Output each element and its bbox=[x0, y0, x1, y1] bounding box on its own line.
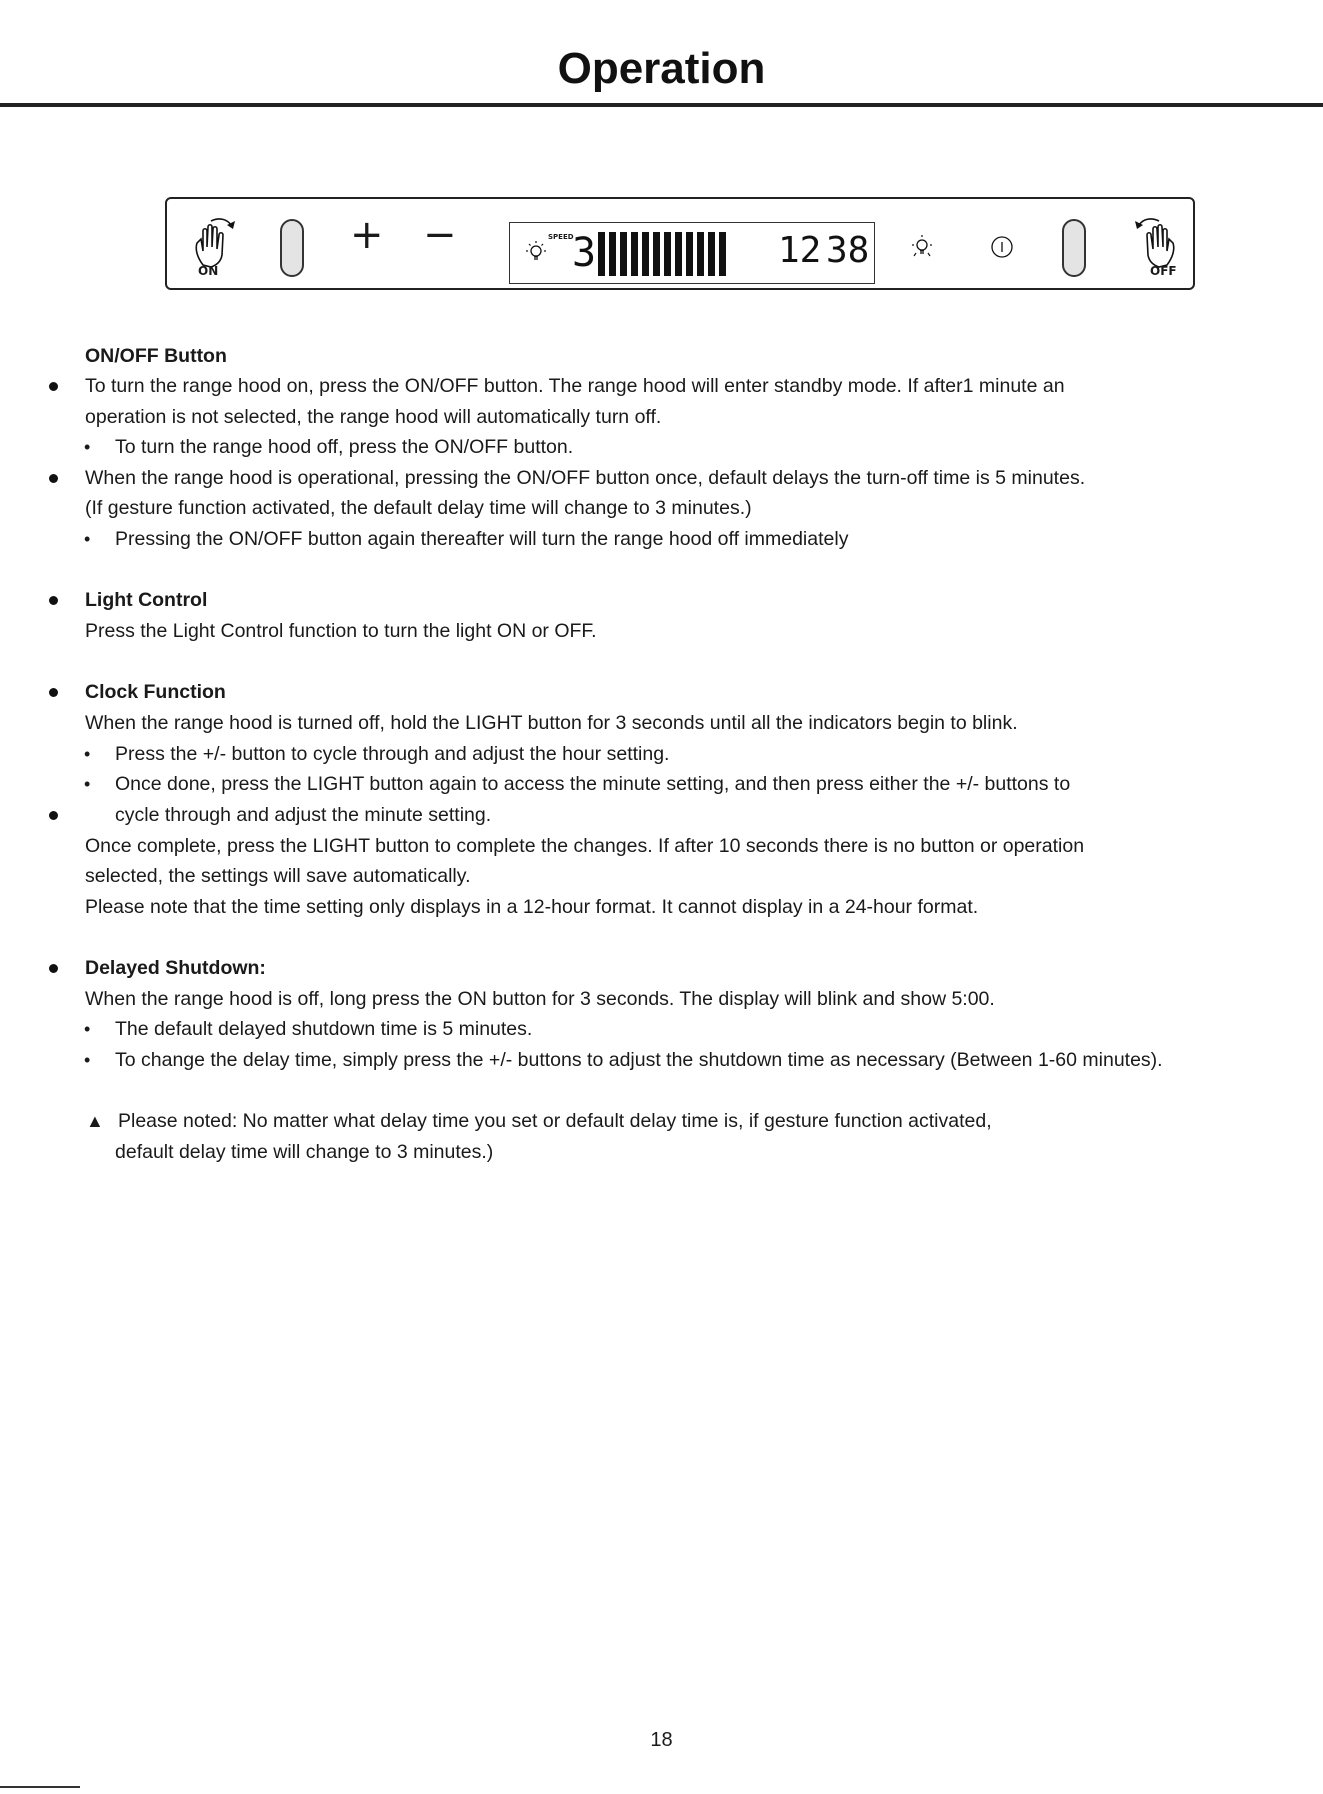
bullet bbox=[49, 382, 58, 391]
speed-value: 3 bbox=[572, 230, 597, 276]
onoff-heading: ON/OFF Button bbox=[85, 345, 227, 367]
onoff-line-1: To turn the range hood on, press the ON/OFF button. The range hood will enter standby mode. If after1 minute an bbox=[85, 375, 1065, 397]
light-icon[interactable] bbox=[908, 232, 936, 262]
power-icon[interactable] bbox=[990, 235, 1014, 259]
minus-button[interactable]: − bbox=[423, 212, 457, 258]
light-heading: Light Control bbox=[85, 589, 208, 611]
sub-bullet: • bbox=[84, 1050, 91, 1070]
clock-line-1: When the range hood is turned off, hold the LIGHT button for 3 seconds until all the indicators begin to blink. bbox=[85, 712, 1018, 734]
speed-bar-segment bbox=[598, 232, 605, 276]
on-off-button-left[interactable] bbox=[280, 219, 304, 277]
speed-bar-segment bbox=[653, 232, 660, 276]
bullet bbox=[49, 964, 58, 973]
delay-sub-1: The default delayed shutdown time is 5 minutes. bbox=[115, 1018, 533, 1040]
onoff-line-2: operation is not selected, the range hood will automatically turn off. bbox=[85, 406, 662, 428]
delay-sub-2: To change the delay time, simply press the +/- buttons to adjust the shutdown time as necessary (Between 1-60 minutes). bbox=[115, 1049, 1163, 1071]
speed-bar-segment bbox=[697, 232, 704, 276]
clock-sub-2a: Once done, press the LIGHT button again to access the minute setting, and then press either the +/- buttons to bbox=[115, 773, 1071, 795]
speed-bar-segment bbox=[719, 232, 726, 276]
bulb-indicator-icon bbox=[524, 239, 548, 267]
clock-line-4: Please note that the time setting only displays in a 12-hour format. It cannot display in a 24-hour format. bbox=[85, 896, 979, 918]
title-divider bbox=[0, 103, 1323, 107]
sub-bullet: • bbox=[84, 437, 91, 457]
clock-heading: Clock Function bbox=[85, 681, 226, 703]
speed-bar-segment bbox=[620, 232, 627, 276]
clock-line-2: Once complete, press the LIGHT button to complete the changes. If after 10 seconds there is no button or operation bbox=[85, 835, 1085, 857]
clock-sub-1: Press the +/- button to cycle through and adjust the hour setting. bbox=[115, 743, 670, 765]
speed-bar-segment bbox=[675, 232, 682, 276]
onoff-line-4: (If gesture function activated, the default delay time will change to 3 minutes.) bbox=[85, 497, 752, 519]
lcd-display bbox=[509, 222, 875, 284]
clock-hours: 12 bbox=[778, 230, 822, 271]
delay-line-1: When the range hood is off, long press the ON button for 3 seconds. The display will blink and show 5:00. bbox=[85, 988, 995, 1010]
on-label: ON bbox=[198, 264, 219, 278]
onoff-sub-2: Pressing the ON/OFF button again thereafter will turn the range hood off immediately bbox=[115, 528, 849, 550]
speed-bar-segment bbox=[664, 232, 671, 276]
footer-mark bbox=[0, 1786, 80, 1788]
speed-bar-segment bbox=[686, 232, 693, 276]
speed-bar-segment bbox=[642, 232, 649, 276]
speed-bar-segment bbox=[609, 232, 616, 276]
page-number: 18 bbox=[650, 1729, 673, 1751]
bullet bbox=[49, 811, 58, 820]
speed-label: SPEED bbox=[548, 233, 574, 241]
light-line-1: Press the Light Control function to turn the light ON or OFF. bbox=[85, 620, 597, 642]
clock-minutes: 38 bbox=[826, 230, 870, 271]
sub-bullet: • bbox=[84, 774, 91, 794]
speed-bar-segment bbox=[631, 232, 638, 276]
on-off-button-right[interactable] bbox=[1062, 219, 1086, 277]
control-panel-diagram bbox=[165, 197, 1195, 290]
warning-triangle-icon: ▲ bbox=[86, 1111, 104, 1131]
off-label: OFF bbox=[1150, 264, 1177, 278]
page-title: Operation bbox=[557, 44, 766, 93]
onoff-line-3: When the range hood is operational, pressing the ON/OFF button once, default delays the turn-off time is 5 minutes. bbox=[85, 467, 1086, 489]
onoff-sub-1: To turn the range hood off, press the ON/OFF button. bbox=[115, 436, 574, 458]
sub-bullet: • bbox=[84, 529, 91, 549]
speed-bar-graph bbox=[598, 232, 726, 276]
bullet bbox=[49, 596, 58, 605]
sub-bullet: • bbox=[84, 1019, 91, 1039]
note-line-1: Please noted: No matter what delay time you set or default delay time is, if gesture function activated, bbox=[118, 1110, 992, 1132]
plus-button[interactable]: + bbox=[350, 212, 384, 258]
speed-bar-segment bbox=[708, 232, 715, 276]
note-line-2: default delay time will change to 3 minutes.) bbox=[115, 1141, 494, 1163]
clock-line-3: selected, the settings will save automatically. bbox=[85, 865, 471, 887]
bullet bbox=[49, 688, 58, 697]
clock-sub-2b: cycle through and adjust the minute setting. bbox=[115, 804, 492, 826]
delay-heading: Delayed Shutdown: bbox=[85, 957, 266, 979]
bullet bbox=[49, 474, 58, 483]
sub-bullet: • bbox=[84, 744, 91, 764]
